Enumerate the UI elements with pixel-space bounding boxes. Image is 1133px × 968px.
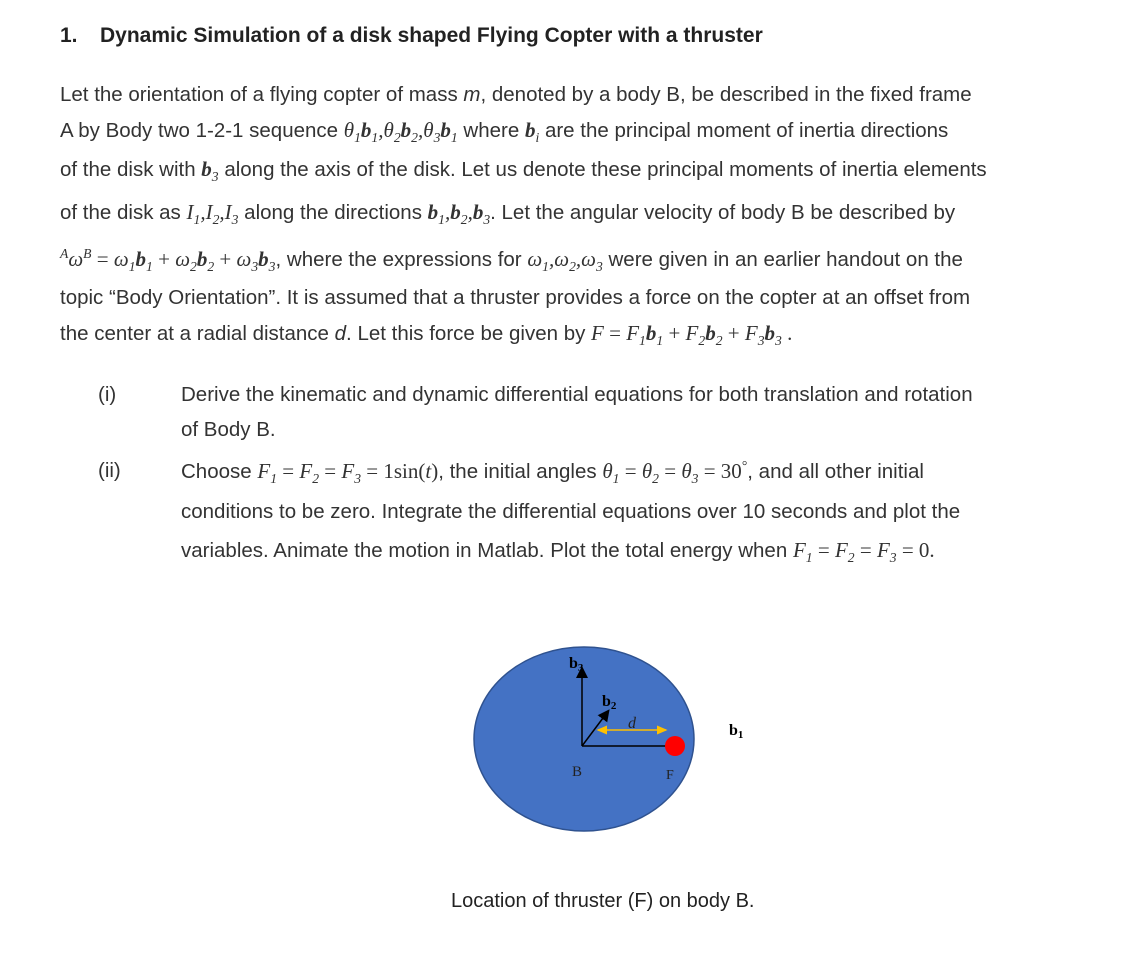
distance-symbol: d (334, 322, 347, 345)
text-run: along the axis of the disk. Let us denote these principal moments of inertia elements (218, 158, 987, 181)
text-run: where (457, 119, 525, 142)
item-ii-line-2: conditions to be zero. Integrate the differential equations over 10 seconds and plot the (181, 500, 961, 523)
text-run: were given in an earlier handout on the (602, 248, 963, 271)
directions-math: $b_1,b_2,b_3$ (427, 200, 491, 228)
B-label: B (572, 764, 583, 780)
b1-label: b1 (729, 722, 744, 741)
omega-components-math: $\omega_1,\omega_2,\omega_3$ (527, 247, 603, 275)
text-run: Choose (181, 460, 258, 483)
force-math: $F = F_1b_1 + F_2b_2 + F_3b_3$ . (591, 321, 793, 349)
inertia-math: $I_1,I_2,I_3$ (186, 200, 239, 228)
b2-label: b2 (602, 693, 617, 712)
section-number: 1. (60, 24, 78, 47)
item-i-line-1: Derive the kinematic and dynamic differential equations for both translation and rotation (181, 383, 973, 406)
b3-math: $b_3$ (201, 157, 219, 185)
force-choice-math: $F_1 = F_2 = F_3 = 1\sin(t)$ (257, 459, 439, 487)
figure-caption: Location of thruster (F) on body B. (451, 890, 755, 912)
disk-body (474, 647, 694, 831)
text-run: . Let this force be given by (346, 322, 592, 345)
text-run: , denoted by a body B, be described in the fixed frame (480, 83, 972, 106)
zero-force-math: $F_1 = F_2 = F_3 = 0$. (792, 538, 935, 566)
item-number-i: (i) (98, 383, 117, 406)
text-run: of the disk with (60, 158, 202, 181)
text-run: A by Body two 1-2-1 sequence (60, 119, 344, 142)
item-number-ii: (ii) (98, 459, 121, 482)
text-run: are the principal moment of inertia directions (539, 119, 949, 142)
text-run: , the initial angles (438, 460, 603, 483)
text-run: the center at a radial distance (60, 322, 335, 345)
item-i-line-2: of Body B. (181, 418, 276, 441)
text-run: . Let the angular velocity of body B be described by (490, 201, 956, 224)
text-run: of the disk as (60, 201, 187, 224)
angular-velocity-math: $^A\omega^B = \omega_1b_1 + \omega_2b_2 + \omega_3b_3$ (60, 246, 276, 275)
d-label: d (628, 715, 636, 732)
F-label: F (666, 768, 674, 783)
text-run: Let the orientation of a flying copter of mass (60, 83, 464, 106)
text-run: variables. Animate the motion in Matlab. Plot the total energy when (181, 539, 793, 562)
thruster-dot (665, 736, 685, 756)
text-run: , and all other initial (747, 460, 924, 483)
b3-label: b3 (569, 655, 584, 674)
section-title: Dynamic Simulation of a disk shaped Flying Copter with a thruster (100, 24, 763, 47)
bi-math: $b_i$ (524, 118, 540, 146)
text-run: along the directions (238, 201, 428, 224)
text-run: , where the expressions for (275, 248, 528, 271)
mass-symbol: m (463, 83, 481, 106)
paragraph-line-6: topic “Body Orientation”. It is assumed that a thruster provides a force on the copter at an offset from (60, 286, 971, 309)
rotation-sequence-math: $\theta_1b_1,\theta_2b_2,\theta_3b_1$ (343, 118, 458, 146)
initial-angles-math: $\theta_1 = \theta_2 = \theta_3 = 30^\circ$ (602, 458, 748, 487)
